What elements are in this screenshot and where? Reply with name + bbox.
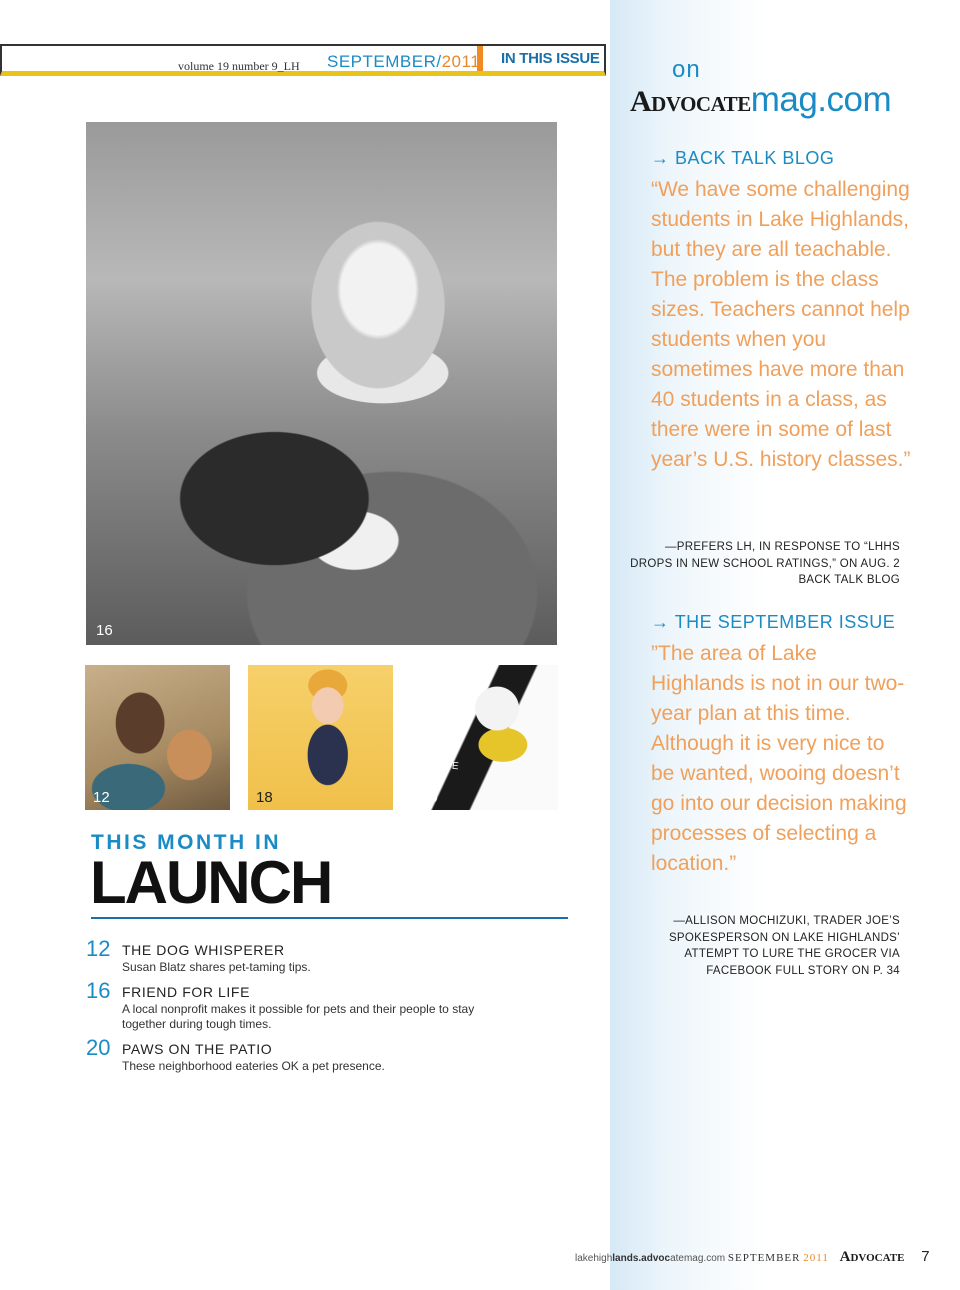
toc-heading: PAWS ON THE PATIO <box>122 1041 273 1057</box>
thumbnail-illustrated-child <box>248 665 393 810</box>
footer-year: 2011 <box>803 1252 829 1264</box>
page-footer <box>575 1248 930 1266</box>
footer-url[interactable]: lakehighlands.advocatemag.com <box>575 1253 726 1264</box>
quote-heading-september-issue[interactable]: → THE SEPTEMBER ISSUE <box>651 612 896 632</box>
toc-heading: THE DOG WHISPERER <box>122 942 285 958</box>
toc-heading: FRIEND FOR LIFE <box>122 984 251 1000</box>
photo-page-number: 12 <box>93 789 110 806</box>
footer-month: SEPTEMBER <box>727 1252 801 1264</box>
photo-page-number: 20 <box>421 789 438 806</box>
brand-on: on <box>672 56 701 83</box>
page-number: 7 <box>921 1248 930 1265</box>
arrow-right-icon: → <box>651 148 670 168</box>
toc-page-number: 12 <box>86 936 111 961</box>
section-divider <box>91 917 568 919</box>
advocate-mag-logo[interactable] <box>630 80 891 120</box>
toc-description: Susan Blatz shares pet-taming tips. <box>122 960 311 974</box>
quote-heading-back-talk-blog[interactable]: → BACK TALK BLOG <box>651 148 835 168</box>
issue-header-bar <box>0 44 606 76</box>
quote-attribution: —ALLISON MOCHIZUKI, TRADER JOE’S SPOKESPERSON ON LAKE HIGHLANDS’ ATTEMPT TO LURE THE GROCER VIA FACEBOOK FULL STORY ON P. 34 <box>668 915 900 977</box>
thumbnail-dog-in-shirt <box>404 665 558 810</box>
photo-page-number: 18 <box>256 789 273 806</box>
quote-attribution: —PREFERS LH, IN RESPONSE TO “LHHS DROPS IN NEW SCHOOL RATINGS,” ON AUG. 2 BACK TALK BLOG <box>630 541 900 586</box>
sign-text: E FIRST ATIO IN AS, WE TO BE VE TO E <box>404 718 461 782</box>
brand-advocate: Advocate <box>630 85 751 118</box>
quote-text: “We have some challenging students in Lake Highlands, but they are all teachable. The problem is the class sizes. Teachers cannot help students when you sometimes have more than 40 students in a class, as there were in some of last year’s U.S. history classes.” <box>651 178 911 471</box>
main-photo-man-with-dog <box>86 122 557 645</box>
toc-description: A local nonprofit makes it possible for pets and their people to stay together during tough times. <box>122 1002 475 1031</box>
footer-advocate-logo: Advocate <box>839 1249 905 1265</box>
photo-page-number: 16 <box>96 622 113 639</box>
toc-description: These neighborhood eateries OK a pet presence. <box>122 1059 385 1073</box>
quote-text: ”The area of Lake Highlands is not in our two-year plan at this time. Although it is very nice to be wanted, wooing doesn’t go into our decision making processes of selecting a location.” <box>651 642 907 875</box>
brand-mag-com: mag.com <box>750 80 892 119</box>
volume-label: volume 19 number 9_LH <box>178 59 300 73</box>
in-this-issue-tab: IN THIS ISSUE <box>477 46 605 71</box>
toc-page-number: 16 <box>86 978 111 1003</box>
issue-date: SEPTEMBER/2011 <box>327 52 481 71</box>
toc-page-number: 20 <box>86 1035 111 1060</box>
thumbnail-woman-with-dog <box>85 665 230 810</box>
section-title: LAUNCH <box>90 849 332 916</box>
arrow-right-icon: → <box>651 612 670 632</box>
section-kicker: THIS MONTH IN <box>91 831 281 854</box>
